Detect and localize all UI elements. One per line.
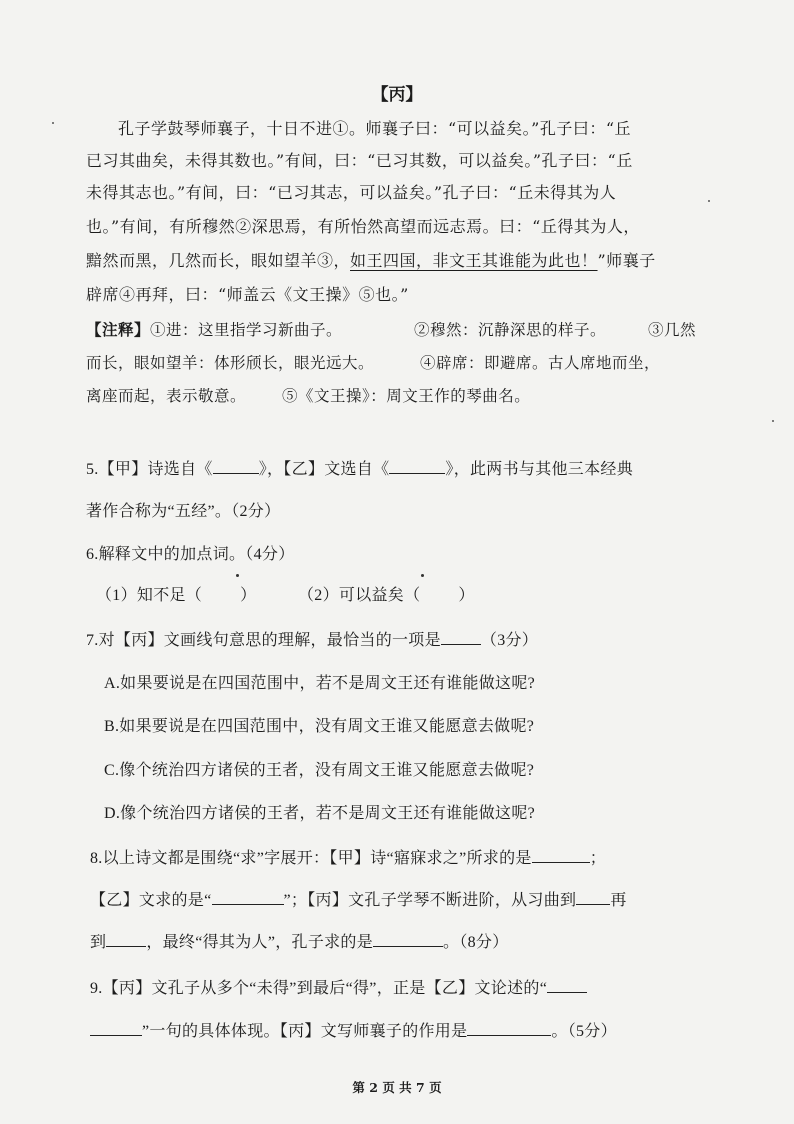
q7-text: 7.对【丙】文画线句意思的理解，最恰当的一项是	[86, 632, 441, 649]
note-item: ④辟席：即避席。古人席地而坐，	[420, 354, 661, 372]
scan-speck	[52, 122, 54, 124]
q6-item-text: （2）可以益矣（	[298, 587, 421, 604]
question-6-item-2	[298, 582, 475, 605]
q8-blank-3[interactable]	[576, 890, 610, 905]
q7-option-a[interactable]: A.如果要说是在四国范围中，若不是周文王还有谁能做这呢?	[104, 675, 536, 692]
note-item: ③几然	[648, 321, 697, 339]
q6-item-text: ）	[240, 587, 257, 604]
q8-blank-5[interactable]	[373, 932, 443, 947]
q9-blank-1a[interactable]	[547, 978, 587, 993]
q7-option-c[interactable]: C.像个统治四方诸侯的王者，没有周文王谁又能愿意去做呢?	[104, 762, 535, 779]
q5-blank-2[interactable]	[389, 459, 445, 474]
question-6-stem: 6.解释文中的加点词。（4分）	[86, 546, 295, 563]
section-title: 【丙】	[371, 85, 423, 105]
q9-blank-1b[interactable]	[90, 1021, 142, 1036]
note-item: ②穆然：沉静深思的样子。	[414, 321, 607, 339]
emphasis-dot	[236, 574, 239, 577]
q9-text: 。（5分）	[551, 1023, 617, 1040]
q8-text: 【乙】文求的是“	[90, 892, 212, 909]
question-8-line1	[90, 845, 606, 868]
passage-line: 已习其曲矣，未得其数也。”有间，曰：“已习其数，可以益矣。”孔子曰：“丘	[86, 151, 633, 170]
q7-text: （3分）	[480, 632, 539, 649]
question-8-line3	[90, 929, 509, 952]
q9-text: 9.【丙】文孔子从多个“未得”到最后“得”，正是【乙】文论述的“	[90, 980, 548, 997]
q9-blank-2[interactable]	[467, 1021, 551, 1036]
q7-blank[interactable]	[441, 630, 481, 645]
q8-text: 。（8分）	[443, 934, 509, 951]
emphasis-dot	[421, 574, 424, 577]
passage-line: 未得其志也。”有间，曰：“已习其志，可以益矣。”孔子曰：“丘未得其为人	[86, 183, 617, 202]
q6-item-text: （1）知不足（	[96, 587, 203, 604]
question-6-item-1	[96, 582, 256, 605]
note-item: ⑤《文王操》：周文王作的琴曲名。	[282, 387, 531, 405]
q8-text: ，最终“得其为人”，孔子求的是	[146, 934, 374, 951]
q8-text: 8.以上诗文都是围绕“求”字展开：【甲】诗“寤寐求之”所求的是	[90, 850, 532, 867]
q5-blank-1[interactable]	[213, 459, 259, 474]
passage-line	[86, 248, 656, 271]
q8-text: ”；【丙】文孔子学琴不断进阶，从习曲到	[283, 892, 577, 909]
question-8-line2	[90, 887, 627, 910]
q5-text: 》，【乙】文选自《	[258, 461, 390, 478]
question-9-line1	[90, 975, 587, 998]
passage-line-text: 黯然而黑，几然而长，眼如望羊③，	[86, 251, 351, 270]
q8-blank-2[interactable]	[212, 890, 284, 905]
question-5-line2: 著作合称为“五经”。（2分）	[86, 503, 281, 520]
q8-blank-1[interactable]	[532, 848, 590, 863]
note-item: 而长，眼如望羊：体形颀长，眼光远大。	[86, 354, 375, 372]
question-7-stem	[86, 627, 538, 650]
note-item: 离座而起，表示敬意。	[86, 387, 247, 405]
note-item: ①进：这里指学习新曲子。	[150, 321, 343, 339]
question-9-line2	[90, 1018, 617, 1041]
q6-item-text: ）	[458, 587, 475, 604]
passage-line: 孔子学鼓琴师襄子，十日不进①。师襄子曰：“可以益矣。”孔子曰：“丘	[118, 119, 632, 138]
note-line	[86, 318, 342, 340]
q7-option-b[interactable]: B.如果要说是在四国范围中，没有周文王谁又能愿意去做呢?	[104, 718, 535, 735]
q5-text: 5.【甲】诗选自《	[86, 461, 213, 478]
passage-line-tail: ”师襄子	[597, 251, 656, 270]
passage-line: 辟席④再拜，曰：“师盖云《文王操》⑤也。”	[86, 285, 409, 304]
question-5	[86, 456, 633, 479]
q5-text: 》，此两书与其他三本经典	[445, 461, 634, 478]
passage-line: 也。”有间，有所穆然②深思焉，有所怡然高望而远志焉。曰：“丘得其为人，	[86, 217, 640, 236]
q9-text: ”一句的具体体现。【丙】文写师襄子的作用是	[142, 1023, 468, 1040]
scan-speck	[708, 200, 710, 202]
q8-blank-4[interactable]	[106, 932, 146, 947]
notes-label: 【注释】	[86, 320, 151, 339]
q8-text: 到	[90, 934, 107, 951]
page-number: 第 2 页 共 7 页	[352, 1080, 442, 1095]
q8-text: ；	[589, 850, 607, 867]
underlined-sentence: 如王四国，非文王其谁能为此也！	[350, 251, 598, 270]
q7-option-d[interactable]: D.像个统治四方诸侯的王者，若不是周文王还有谁能做这呢?	[104, 805, 536, 822]
scan-speck	[772, 420, 774, 422]
q8-text: 再	[610, 892, 627, 909]
